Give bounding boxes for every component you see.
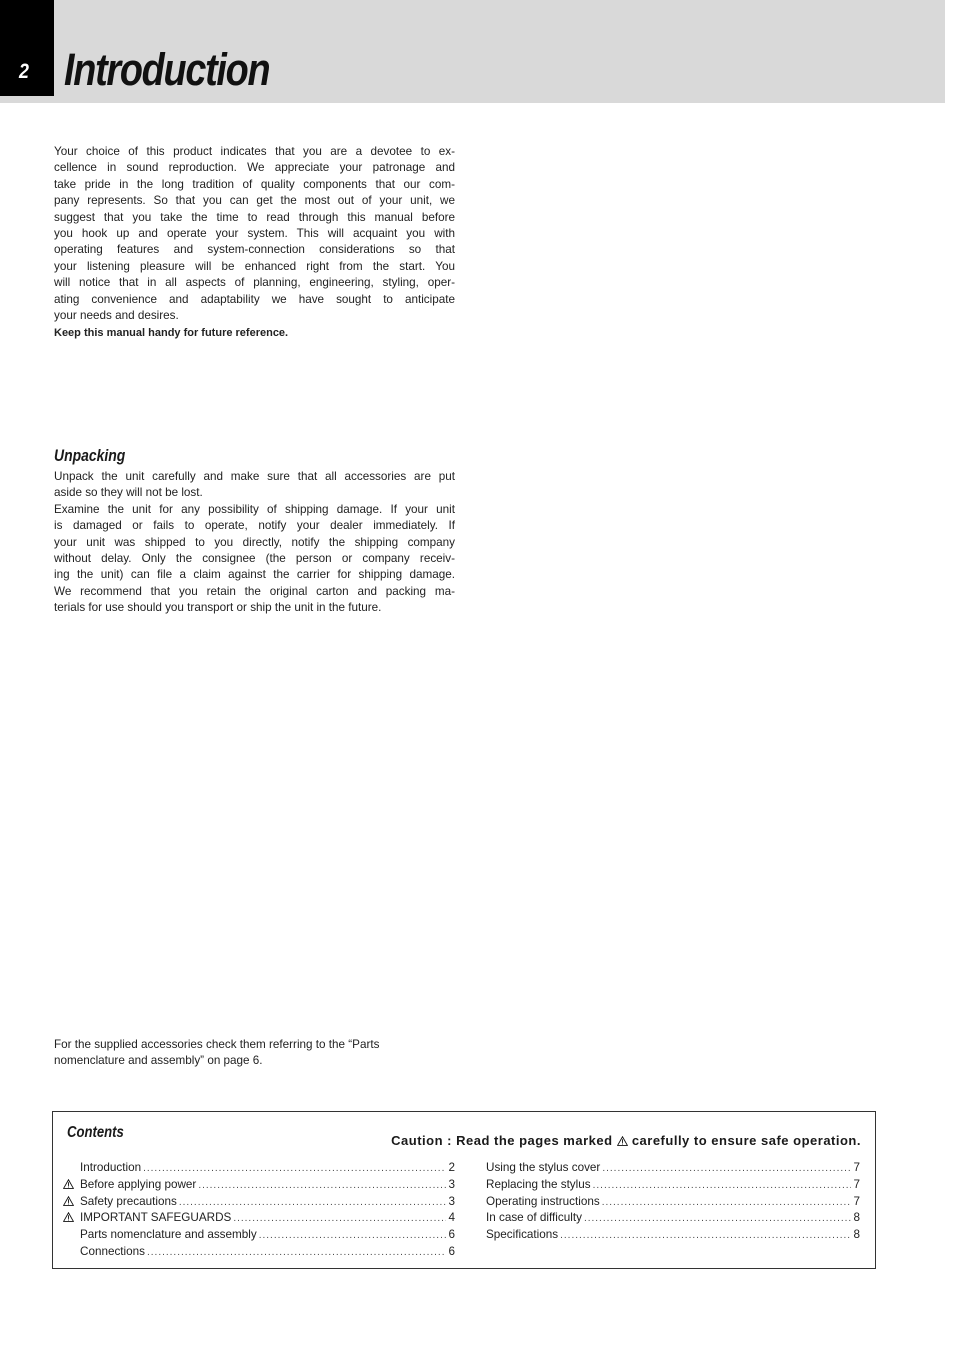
toc-leader-dots [602,1161,851,1177]
contents-box [52,1111,876,1269]
text-line: Unpack the unit carefully and make sure that all accessories are put [54,470,455,483]
toc-entry [63,1194,455,1211]
text-line: ating convenience and adaptability we have sought to anticipate [54,292,455,306]
text-line: pany represents. So that you can get the most out of your unit, we [54,194,455,208]
toc-entry [486,1194,860,1211]
text-line: terials for use should you transport or ship the unit in the future. [54,601,382,615]
text-line: will notice that in all aspects of planning, engineering, styling, oper- [54,276,455,290]
toc-entry [486,1177,860,1194]
caution-text-before: Caution : Read the pages marked [391,1133,613,1148]
toc-page-number: 8 [853,1228,860,1242]
toc-page-number: 6 [448,1228,455,1242]
page-number-tab [0,0,54,96]
toc-page-number: 6 [448,1244,455,1258]
toc-leader-dots [147,1245,447,1261]
toc-leader-dots [143,1161,446,1177]
accessories-note [54,1037,455,1070]
toc-label: Using the stylus cover [486,1161,601,1174]
toc-entry [63,1160,455,1177]
intro-paragraph [54,144,455,342]
toc-entry [486,1210,860,1227]
warning-triangle-icon [63,1194,80,1210]
toc-right-column [486,1160,860,1244]
toc-page-number: 3 [448,1194,455,1208]
toc-leader-dots [593,1178,852,1194]
caution-note [391,1133,861,1148]
toc-entry [486,1160,860,1177]
toc-leader-dots [602,1195,852,1211]
toc-page-number: 2 [448,1161,455,1174]
toc-entry [63,1227,455,1244]
toc-entry [486,1227,860,1244]
text-line: aside so they will not be lost. [54,486,203,500]
toc-page-number: 3 [448,1177,455,1191]
toc-page-number: 4 [448,1211,455,1225]
toc-label: Before applying power [80,1177,197,1191]
text-line: your listening pleasure will be enhanced right from the start. You [54,259,455,273]
text-line: Your choice of this product indicates that you are a devotee to ex- [54,145,455,158]
caution-text-after: carefully to ensure safe operation. [631,1133,861,1148]
toc-label: Operating instructions [486,1194,600,1208]
page-title: Introduction [64,44,270,95]
toc-label: Safety precautions [80,1194,177,1208]
text-line: Examine the unit for any possibility of shipping damage. If your unit [54,502,455,516]
text-line: We recommend that you retain the original carton and packing ma- [54,584,455,598]
toc-label: IMPORTANT SAFEGUARDS [80,1211,232,1225]
text-line: cellence in sound reproduction. We appreciate your patronage and [54,161,455,175]
text-line: your unit was shipped to you directly, notify the shipping company [54,535,455,549]
warning-triangle-icon [617,1136,628,1146]
toc-leader-dots [179,1195,447,1211]
toc-leader-dots [259,1228,447,1244]
toc-page-number: 7 [853,1194,860,1208]
toc-leader-dots [198,1178,446,1194]
toc-leader-dots [560,1228,851,1244]
toc-leader-dots [584,1211,852,1227]
contents-title: Contents [67,1124,124,1141]
text-line: nomenclature and assembly” on page 6. [54,1054,263,1068]
text-line: operating features and system-connection considerations so that [54,243,455,257]
toc-entry [63,1244,455,1261]
toc-page-number: 7 [853,1177,860,1191]
toc-entry [63,1210,455,1227]
toc-label: Parts nomenclature and assembly [80,1228,257,1242]
unpacking-heading: Unpacking [54,446,126,465]
toc-leader-dots [233,1211,446,1227]
toc-label: Connections [80,1244,145,1258]
text-line: For the supplied accessories check them referring to the “Parts [54,1038,380,1051]
page-number: 2 [19,60,29,83]
toc-page-number: 8 [853,1211,860,1225]
toc-label: Specifications [486,1228,559,1242]
toc-label: Introduction [80,1161,142,1174]
toc-label: Replacing the stylus [486,1177,591,1191]
unpacking-paragraph [54,469,455,617]
text-line: take pride in the long tradition of quality components that our com- [54,177,455,191]
text-line: is damaged or fails to operate, notify your dealer immediately. If [54,519,455,533]
text-line: suggest that you take the time to read through this manual before [54,210,455,224]
toc-label: In case of difficulty [486,1211,582,1225]
warning-triangle-icon [63,1177,80,1193]
toc-left-column [63,1160,455,1261]
text-line: without delay. Only the consignee (the person or company receiv- [54,552,455,566]
keep-manual-note: Keep this manual handy for future reference. [54,327,289,340]
text-line: you hook up and operate your system. This will acquaint you with [54,227,455,241]
text-line: your needs and desires. [54,309,179,323]
text-line: ing the unit) can file a claim against the carrier for shipping damage. [54,568,455,582]
warning-triangle-icon [63,1210,80,1226]
toc-page-number: 7 [853,1161,860,1174]
toc-entry [63,1177,455,1194]
